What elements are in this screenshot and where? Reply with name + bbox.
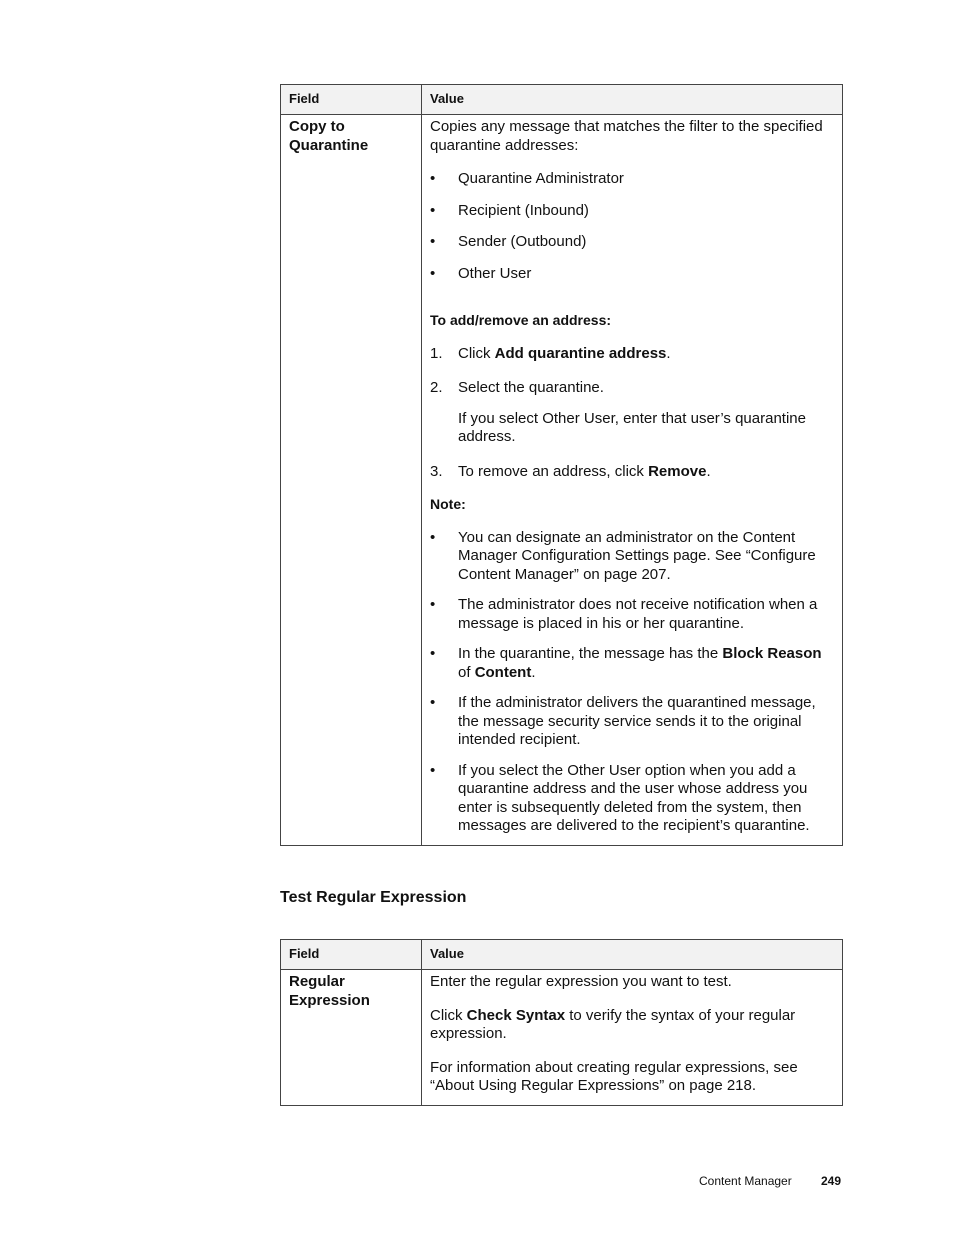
list-item — [430, 645, 834, 682]
field-name: Copy to Quarantine — [281, 115, 422, 846]
field-value — [422, 115, 843, 846]
address-list — [430, 170, 834, 283]
paragraph: Enter the regular expression you want to test. — [430, 973, 732, 990]
content-text: Content — [474, 663, 532, 681]
paragraph-text: Click — [430, 1006, 467, 1024]
table-row — [281, 115, 843, 846]
add-remove-subheading: To add/remove an address: — [430, 312, 612, 328]
paragraph: For information about creating regular expressions, see “About Using Regular Expressions” on page 218. — [430, 1058, 798, 1094]
value-column-header: Value — [422, 940, 843, 970]
test-regular-expression-table — [280, 939, 843, 1106]
section-title: Test Regular Expression — [280, 889, 467, 906]
list-item: • Other User — [430, 265, 834, 284]
list-item: • If you select the Other User option when you add a quarantine address and the user whose address you enter is subsequently deleted from the system, then messages are delivered to the recipient’s quarantine. — [430, 762, 834, 836]
list-item: • Quarantine Administrator — [430, 170, 834, 189]
note-text: In the quarantine, the message has the — [458, 645, 723, 662]
step-text-end: . — [666, 344, 671, 362]
paragraph-text-end: to verify the syntax of your regular expression. — [430, 1006, 796, 1042]
field-column-header: Field — [281, 940, 422, 970]
list-item: • Sender (Outbound) — [430, 233, 834, 252]
copy-to-quarantine-table — [280, 84, 843, 846]
step-item — [430, 463, 834, 482]
note-label: Note: — [430, 496, 466, 512]
step-item — [430, 379, 834, 447]
step-note: If you select Other User, enter that user’s quarantine address. — [458, 409, 806, 445]
step-number: 2. — [430, 379, 443, 396]
table-row — [281, 970, 843, 1106]
field-value — [422, 970, 843, 1106]
step-text: Select the quarantine. — [458, 379, 604, 396]
step-bold-text: Add quarantine address — [494, 344, 667, 362]
step-item — [430, 345, 834, 364]
check-syntax-text: Check Syntax — [466, 1006, 566, 1024]
step-text-end: . — [706, 462, 711, 480]
field-column-header: Field — [281, 85, 422, 115]
page-footer — [699, 1174, 842, 1188]
steps-list — [430, 345, 834, 482]
intro-text: Copies any message that matches the filter to the specified quarantine addresses: — [430, 118, 823, 154]
list-item: • If the administrator delivers the quarantined message, the message security service sends it to the original intended recipient. — [430, 694, 834, 750]
notes-list — [430, 529, 834, 836]
list-item: • Recipient (Inbound) — [430, 202, 834, 221]
paragraph — [430, 1007, 834, 1044]
field-name: Regular Expression — [281, 970, 422, 1106]
block-reason-text: Block Reason — [722, 645, 822, 662]
step-text: Click — [458, 344, 495, 362]
step-bold-text: Remove — [648, 462, 707, 480]
list-item: • You can designate an administrator on the Content Manager Configuration Settings page. See “Configure Content Manager” on page 207. — [430, 529, 834, 585]
page-number: 249 — [821, 1174, 842, 1188]
step-text: To remove an address, click — [458, 462, 649, 480]
note-text: of — [458, 663, 475, 681]
value-column-header: Value — [422, 85, 843, 115]
list-item: • The administrator does not receive notification when a message is placed in his or her quarantine. — [430, 596, 834, 633]
table-header-row — [281, 940, 843, 970]
step-number: 3. — [430, 462, 443, 480]
footer-title: Content Manager — [699, 1174, 792, 1188]
table-header-row — [281, 85, 843, 115]
step-number: 1. — [430, 344, 443, 362]
note-text-end: . — [531, 663, 536, 681]
